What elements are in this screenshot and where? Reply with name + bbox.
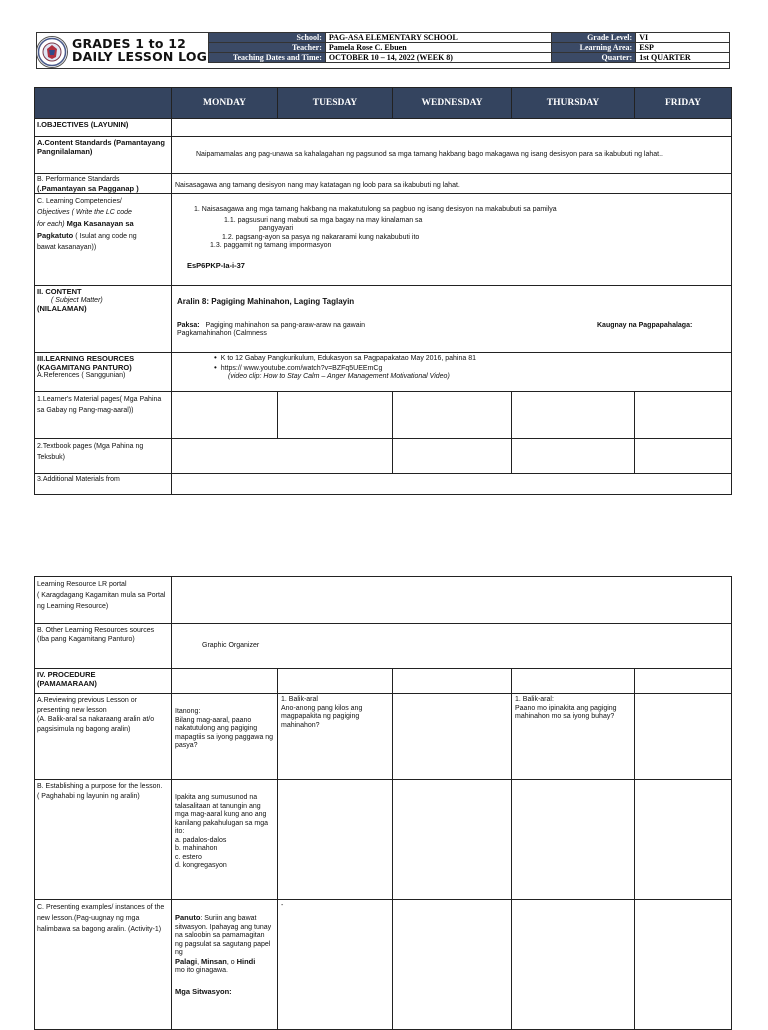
comp-label-4a: Pagkatuto [37, 231, 74, 240]
purpose-mon-text: Ipakita ang sumusunod na talasalitaan at tanungin ang mga mag-aaral kung ano ang kanilang pakahulugan sa mga ito: [175, 794, 269, 835]
day-thursday: THURSDAY [512, 88, 635, 119]
lm-monday [172, 392, 278, 439]
comp-label-2: Objectives ( Write the LC code [37, 209, 132, 216]
content-label-1: II. CONTENT [37, 287, 82, 296]
examples-end: mo ito ginagawa. [175, 967, 228, 974]
comp-label-3b: Mga Kasanayan sa [66, 219, 134, 228]
kaugnay-value-text: Pagkamahinahon (Calmness [177, 330, 267, 337]
purpose-item-a: a. padalos-dalos [175, 836, 227, 844]
purpose-monday [172, 780, 278, 900]
content-label-3: (NILALAMAN) [37, 304, 87, 313]
comp-label-3a: for each) [37, 221, 65, 228]
lm-tuesday [278, 392, 393, 439]
header-info-table [208, 32, 730, 63]
lesson-log-table-page1 [34, 87, 732, 495]
purpose-label-1: B. Establishing a purpose for the lesson. [37, 783, 163, 790]
purpose-label [35, 780, 172, 900]
performance-standards-label [35, 174, 172, 194]
dates-value: OCTOBER 10 – 14, 2022 (WEEK 8) [325, 53, 551, 63]
performance-label-line1: B. Performance Standards [37, 176, 120, 183]
performance-standards-text: Naisasagawa ang tamang desisyon nang may katatagan ng loob para sa ikabubuti ng lahat. [172, 174, 732, 194]
title-line-2: DAILY LESSON LOG [72, 49, 208, 64]
proc-wed [393, 669, 512, 694]
school-value: PAG-ASA ELEMENTARY SCHOOL [325, 33, 551, 43]
resources-label-1: III.LEARNING RESOURCES [37, 354, 135, 363]
other-resources-label [35, 624, 172, 669]
examples-tuesday: - [278, 900, 393, 1030]
lm-thursday [512, 392, 635, 439]
resources-label-2: (KAGAMITANG PANTURO) [37, 362, 132, 372]
comp-item-1-3: 1.3. paggamit ng tamang impormasyon [210, 242, 332, 249]
ref-item-2: • https:// www.youtube.com/watch?v=BZFq5UEEmCg [214, 362, 383, 372]
other-resources-value: Graphic Organizer [172, 624, 732, 669]
review-friday [635, 694, 732, 780]
other-label-1: B. Other Learning Resources sources [37, 627, 155, 634]
purpose-item-c: c. estero [175, 853, 202, 861]
review-thu-1: 1. Balik-aral: [515, 696, 554, 703]
paksa-label: Paksa: [177, 321, 200, 329]
proc-mon [172, 669, 278, 694]
purpose-item-d: d. kongregasyon [175, 862, 227, 869]
ref-2-link[interactable]: https:// www.youtube.com/watch?v=BZFq5UEEmCg [220, 364, 383, 372]
grade-label: Grade Level: [552, 33, 636, 43]
proc-tue [278, 669, 393, 694]
day-friday: FRIDAY [635, 88, 732, 119]
paksa-line [177, 322, 728, 331]
day-monday: MONDAY [172, 88, 278, 119]
area-value: ESP [636, 43, 730, 53]
tb-friday [635, 439, 732, 474]
comp-item-1-1: 1.1. pagsusuri nang mabuti sa mga bagay na may kinalaman sa [224, 216, 423, 224]
proc-thu [512, 669, 635, 694]
paksa-value: Pagiging mahinahon sa pang-araw-araw na gawain [205, 321, 366, 329]
review-label-1: A.Reviewing previous Lesson or presenting new lesson [37, 697, 137, 714]
purpose-wednesday [393, 780, 512, 900]
examples-monday [172, 900, 278, 1030]
objectives-blank [172, 119, 732, 137]
competencies-text [172, 194, 732, 286]
purpose-friday [635, 780, 732, 900]
objectives-heading: I.OBJECTIVES (LAYUNIN) [35, 119, 172, 137]
lm-wednesday [393, 392, 512, 439]
content-label-2: ( Subject Matter) [51, 296, 103, 304]
grade-value: VI [636, 33, 730, 43]
review-mon-2: Bilang mag-aaral, paano nakatutulong ang pagiging mapagtiis sa iyong paggawa ng pasya? [175, 716, 274, 749]
examples-mon-text [175, 914, 274, 958]
quarter-value: 1st QUARTER [636, 53, 730, 63]
tb-thursday [512, 439, 635, 474]
examples-friday [635, 900, 732, 1030]
tb-mon-tue [172, 439, 393, 474]
procedure-label [35, 669, 172, 694]
resources-label-3: A.References ( Sanggunian) [37, 372, 126, 379]
content-standards-label: A.Content Standards (Pamantayang Pangnilalaman) [35, 137, 172, 174]
lr-portal-label [35, 577, 172, 624]
resources-label [35, 353, 172, 392]
textbook-label: 2.Textbook pages (Mga Pahina ng Teksbuk) [35, 439, 172, 474]
procedure-label-2: (PAMAMARAAN) [37, 678, 97, 688]
lesson-log-table-page2 [34, 576, 732, 1030]
other-label-2: (Iba pang Kagamitang Panturo) [37, 636, 135, 643]
kaugnay-value [177, 330, 728, 339]
purpose-item-b: b. mahinahon [175, 845, 218, 852]
review-mon-1: Itanong: [175, 708, 201, 715]
examples-thursday [512, 900, 635, 1030]
comp-item-1: 1. Naisasagawa ang mga tamang hakbang na makatutulong sa pagbuo ng isang desisyon na makabubuti sa pamilya [194, 206, 557, 213]
purpose-label-2: ( Paghahabi ng layunin ng aralin) [37, 792, 140, 800]
kaugnay-label: Kaugnay na Pagpapahalaga: [597, 321, 693, 329]
performance-label-line2: (.Pamantayan sa Pagganap ) [37, 183, 139, 193]
day-tuesday: TUESDAY [278, 88, 393, 119]
title-line-1: GRADES 1 to 12 [72, 36, 186, 51]
competencies-label [35, 194, 172, 286]
purpose-tuesday [278, 780, 393, 900]
examples-label: C. Presenting examples/ instances of the new lesson.(Pag-uugnay ng mga halimbawa sa bagong aralin. (Activity-1) [35, 900, 172, 1030]
day-header-corner [35, 88, 172, 119]
lr-portal-label-1: Learning Resource LR portal [37, 581, 127, 588]
quarter-label: Quarter: [552, 53, 636, 63]
content-label [35, 286, 172, 353]
aralin-title: Aralin 8: Pagiging Mahinahon, Laging Taglayin [177, 297, 355, 306]
examples-sitwasyon: Mga Sitwasyon: [175, 986, 232, 996]
comp-item-1-1b: pangyayari [259, 225, 294, 232]
teacher-value: Pamela Rose C. Ebuen [325, 43, 551, 53]
review-label-2: (A. Balik-aral sa nakaraang aralin at/o pagsisimula ng bagong aralin) [37, 716, 155, 733]
ref-item-1: • K to 12 Gabay Pangkurikulum, Edukasyon sa Pagpapakatao May 2016, pahina 81 [214, 353, 476, 362]
comp-label-5: bawat kasanayan)) [37, 244, 97, 251]
review-monday [172, 694, 278, 780]
dates-label: Teaching Dates and Time: [209, 53, 326, 63]
examples-wednesday [393, 900, 512, 1030]
deped-seal-logo [36, 36, 68, 68]
opt-minsan: Minsan [200, 956, 227, 966]
references-text [172, 353, 732, 392]
lc-code: EsP6PKP-Ia-i-37 [187, 260, 245, 270]
additional-materials-blank [172, 474, 732, 495]
comp-label-3 [37, 218, 169, 230]
opt-palagi: Palagi [175, 956, 198, 966]
ref-1-text: K to 12 Gabay Pangkurikulum, Edukasyon sa Pagpapakatao May 2016, pahina 81 [220, 355, 476, 362]
teacher-label: Teacher: [209, 43, 326, 53]
purpose-thursday [512, 780, 635, 900]
lr-portal-blank [172, 577, 732, 624]
school-label: School: [209, 33, 326, 43]
content-text [172, 286, 732, 353]
comp-label-4 [37, 230, 169, 242]
review-wednesday [393, 694, 512, 780]
examples-options: Palagi, Minsan, o Hindi [175, 956, 256, 966]
review-tue-2: Ano-anong pang kilos ang magpapakita ng pagiging mahinahon? [281, 704, 363, 729]
review-tuesday [278, 694, 393, 780]
proc-fri [635, 669, 732, 694]
review-tue-1: 1. Balik-aral [281, 696, 318, 703]
review-thu-2: Paano mo ipinakita ang pagiging mahinahon mo sa iyong buhay? [515, 704, 617, 720]
examples-panuto: Panuto [175, 913, 201, 922]
lr-portal-label-2: ( Karagdagang Kagamitan mula sa Portal ng Learning Resource) [37, 592, 166, 610]
learners-material-label: 1.Learner's Material pages( Mga Pahina sa Gabay ng Pang-mag-aaral)) [35, 392, 172, 439]
document-title [72, 37, 207, 63]
additional-materials-label: 3.Additional Materials from [35, 474, 172, 495]
content-standards-text: Naipamamalas ang pag-unawa sa kahalagahan ng pagsunod sa mga tamang hakbang bago makagawa ng isang desisyon para sa ikabubuti ng lahat.. [172, 137, 732, 174]
area-label: Learning Area: [552, 43, 636, 53]
procedure-label-1: IV. PROCEDURE [37, 670, 96, 679]
examples-instructions: : Suriin ang bawat sitwasyon. Ipahayag ang tunay na saloobin sa pamamagitan ng pagsulat sa sagutang papel ng [175, 915, 272, 956]
day-header-row [35, 88, 732, 119]
comp-item-1-2: 1.2. pagsang-ayon sa pasya ng nakararami kung nakabubuti ito [222, 233, 420, 241]
comp-label-4b: ( Isulat ang code ng [75, 233, 137, 240]
comp-label-1: C. Learning Competencies/ [37, 198, 122, 205]
lm-friday [635, 392, 732, 439]
ref-3-text: (video clip: How to Stay Calm – Anger Management Motivational Video) [228, 373, 450, 380]
review-label [35, 694, 172, 780]
opt-hindi: Hindi [236, 956, 256, 966]
tb-wednesday [393, 439, 512, 474]
review-thursday [512, 694, 635, 780]
day-wednesday: WEDNESDAY [393, 88, 512, 119]
